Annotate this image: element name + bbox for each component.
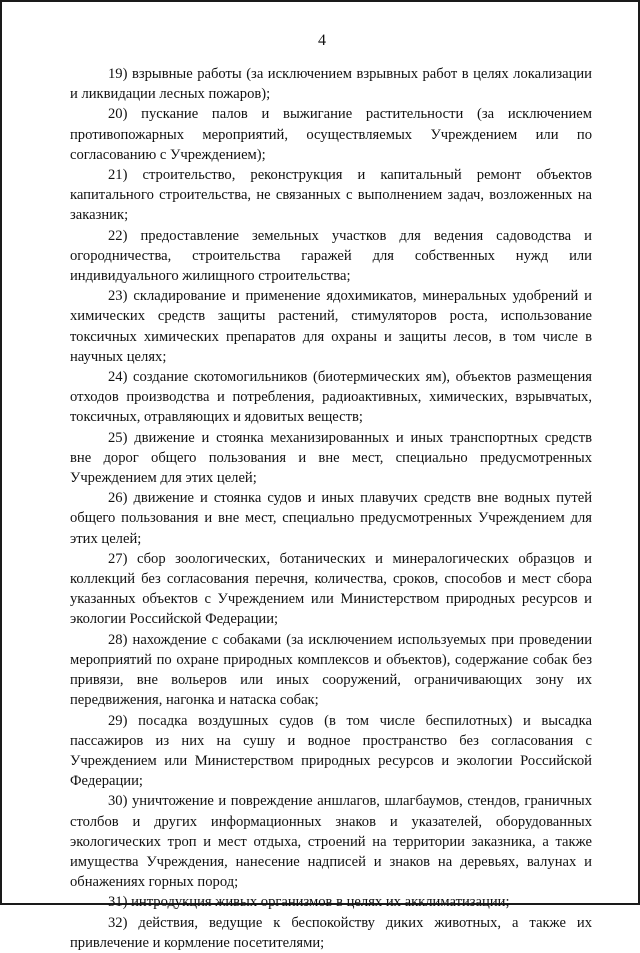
list-item-29: 29) посадка воздушных судов (в том числе беспилотных) и высадка пассажиров из них на сушу и водное пространство без согласования с Учреждением или Министерством природных ресурсов и экологии Российской Федерации; — [70, 712, 592, 790]
list-item-22: 22) предоставление земельных участков для ведения садоводства и огородничества, строительства гаражей для собственных нужд или индивидуального жилищного строительства; — [70, 227, 592, 285]
document-body — [70, 64, 592, 953]
list-item-26: 26) движение и стоянка судов и иных плавучих средств вне водных путей общего пользования и вне мест, специально предусмотренных Учреждением для этих целей; — [70, 490, 592, 547]
list-item-23: 23) складирование и применение ядохимикатов, минеральных удобрений и химических средств защиты растений, стимуляторов роста, использование токсичных химических препаратов для охраны и защиты лесов, в том числе в научных целях; — [70, 288, 592, 365]
list-item-32: 32) действия, ведущие к беспокойству диких животных, а также их привлечение и кормление посетителями; — [70, 914, 592, 951]
list-item-20: 20) пускание палов и выжигание растительности (за исключением противопожарных мероприятий, осуществляемых Учреждением или по согласованию с Учреждением); — [70, 106, 592, 163]
list-item-25: 25) движение и стоянка механизированных и иных транспортных средств вне дорог общего пользования и вне мест, специально предусмотренных Учреждением для этих целей; — [70, 429, 592, 487]
page-number: 4 — [318, 32, 326, 49]
list-item-31: 31) интродукция живых организмов в целях их акклиматизации; — [108, 894, 510, 911]
list-item-24: 24) создание скотомогильников (биотермических ям), объектов размещения отходов производства и потребления, радиоактивных, химических, взрывчатых, токсичных, отравляющих и ядовитых веществ; — [70, 369, 592, 426]
list-item-28: 28) нахождение с собаками (за исключением используемых при проведении мероприятий по охране природных комплексов и объектов), содержание собак без привязи, вне вольеров или иных сооружений, ограничивающих зону их передвижения, нагонка и натаска собак; — [70, 631, 592, 709]
list-item-19: 19) взрывные работы (за исключением взрывных работ в целях локализации и ликвидации лесных пожаров); — [70, 66, 592, 103]
list-item-21: 21) строительство, реконструкция и капитальный ремонт объектов капитального строительства, не связанных с выполнением задач, возложенных на заказник; — [70, 167, 592, 224]
list-item-27: 27) сбор зоологических, ботанических и минералогических образцов и коллекций без согласования перечня, количества, сроков, способов и мест сбора указанных объектов с Учреждением или Министерством природных ресурсов и экологии Российской Федерации; — [70, 550, 592, 628]
list-item-30: 30) уничтожение и повреждение аншлагов, шлагбаумов, стендов, граничных столбов и других информационных знаков и указателей, оборудованных экологических троп и мест отдыха, строений на территории заказника, а также имущества Учреждения, нанесение надписей и знаков на деревьях, валунах и обнажениях горных пород; — [70, 793, 592, 891]
